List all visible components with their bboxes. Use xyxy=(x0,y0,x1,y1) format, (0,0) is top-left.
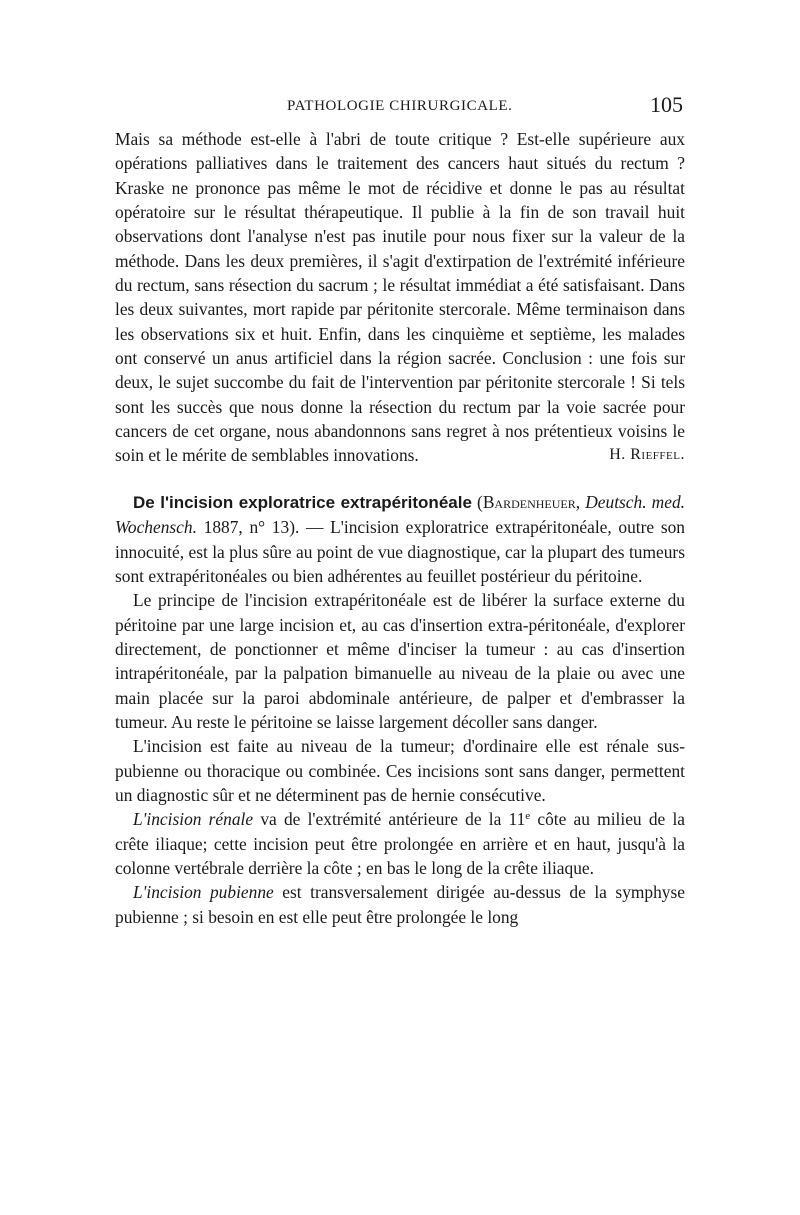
citation-open: ( xyxy=(471,491,483,512)
paragraph-incision-pubienne xyxy=(115,880,685,929)
citation-author: Bardenheuer xyxy=(482,491,576,512)
paragraph-incision-renale xyxy=(115,807,685,880)
superscript-e: e xyxy=(525,810,531,823)
article-title: De l'incision exploratrice extrapéritonéale xyxy=(133,492,472,512)
citation-rest: 1887, n° 13). — xyxy=(196,517,331,538)
author-signature: H. Rieffel. xyxy=(609,446,685,464)
running-title: PATHOLOGIE CHIRURGICALE. xyxy=(287,98,513,114)
term-incision-pubienne: L'incision pubienne xyxy=(133,882,274,903)
article-heading-paragraph: De l'incision exploratrice extrapéritonéale (Bardenheuer, Deutsch. med. Wochensch. 1887, n° 13). — L'incision exploratrice extrapéritonéale, outre son innocuité, est la plus sûre au point de vue diagnostique, car la plupart des tumeurs sont extrapéritonéales ou bien adhérentes au feuillet postérieur du péritoine. xyxy=(115,491,686,586)
section-gap xyxy=(115,468,685,490)
article-intro: L'incision exploratrice extrapéritonéale, outre son innocuité, est la plus sûre au point de vue diagnostique, car la plupart des tumeurs sont extrapéritonéales ou bien adhérentes au feuillet postérieur du péritoine. xyxy=(115,517,686,586)
citation-journal: Deutsch. med. Wochensch. xyxy=(115,491,685,538)
page-number: 105 xyxy=(650,92,683,117)
incision-renale-text-b: côte au milieu de la crête iliaque; cette incision peut être prolongée en arrière et en haut, jusqu'à la colonne vertébrale derrière la côte ; en bas le long de la crête iliaque. xyxy=(115,809,685,878)
paragraph-text: Mais sa méthode est-elle à l'abri de toute critique ? Est-elle supérieure aux opérations palliatives dans le traitement des cancers haut situés du rectum ? Kraske ne prononce pas même le mot de récidive et donne le pas au résultat opératoire sur le résultat thérapeutique. Il publie à la fin de son travail huit observations dont l'analyse n'est pas inutile pour nous fixer sur la valeur de la méthode. Dans les deux premières, il s'agit d'extirpation de l'extrémité inférieure du rectum, sans résection du sacrum ; le résultat immédiat a été satisfaisant. Dans les deux suivantes, mort rapide par péritonite stercorale. Même terminaison dans les observations six et huit. Enfin, dans les cinquième et septième, les malades ont conservé un anus artificiel dans la région sacrée. Conclusion : une fois sur deux, le sujet succombe du fait de l'intervention par péritonite stercorale ! Si tels sont les succès que nous donne la résection du rectum par la voie sacrée pour cancers de cet organe, nous abandonnons sans regret à nos prétentieux voisins le soin et le mérite de semblables innovations. xyxy=(115,129,685,466)
running-header xyxy=(115,92,685,124)
paragraph-kraske-critique xyxy=(115,127,685,468)
incision-pubienne-text: est transversalement dirigée au-dessus de la symphyse pubienne ; si besoin en est elle peut être prolongée le long xyxy=(115,882,685,927)
term-incision-renale: L'incision rénale xyxy=(133,809,254,830)
paragraph-principle: Le principe de l'incision extrapéritonéale est de libérer la surface externe du péritoine par une large incision et, au cas d'insertion extra-péritonéale, d'explorer directement, de ponctionner et même d'inciser la tumeur : au cas d'insertion intrapéritonéale, par la palpation bimanuelle au niveau de la plaie ou avec une main placée sur la paroi abdominale antérieure, de palper et d'embrasser la tumeur. Au reste le péritoine se laisse largement décoller sans danger. xyxy=(115,590,685,732)
paragraph-incision-site: L'incision est faite au niveau de la tumeur; d'ordinaire elle est rénale sus-pubienne ou thoracique ou combinée. Ces incisions sont sans danger, permettent un diagnostic sûr et ne déterminent pas de hernie consécutive. xyxy=(115,736,685,805)
body-text xyxy=(115,127,685,929)
incision-renale-text-a: va de l'extrémité antérieure de la 11 xyxy=(253,809,526,830)
